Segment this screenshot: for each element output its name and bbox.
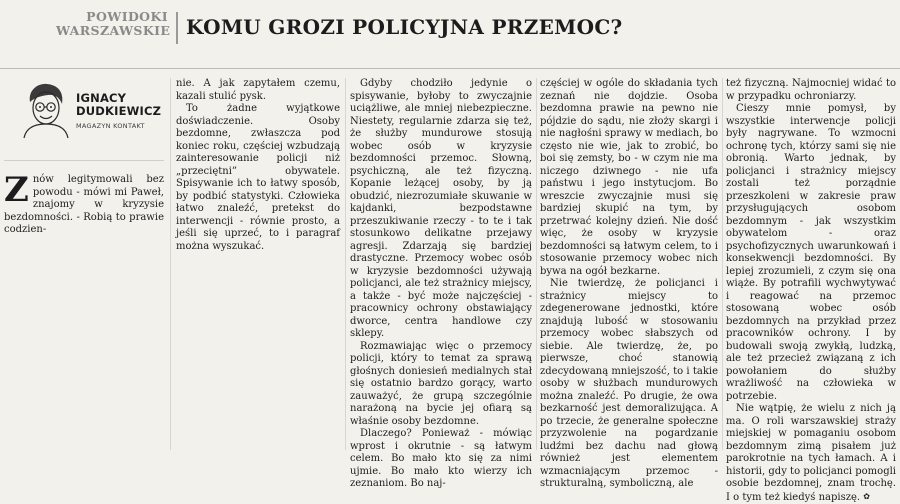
paragraph: To żadne wyjątkowe doświadczenie. Osoby bezdomne, zwłaszcza pod koniec roku, częściej wzbudzają zainteresowanie policji niż „przeciętni” obywatele. Spisywanie ich to łatwy sposób, by podbić statystyki. Człowieka łatwo znaleźć, pretekst do interwencji - równie prosto, a jeśli się uprzeć, to i paragraf można wyszukać. bbox=[176, 103, 340, 252]
author-last-name: DUDKIEWICZ bbox=[76, 104, 162, 118]
article-column-5 bbox=[726, 78, 896, 503]
column-gutter bbox=[722, 78, 723, 450]
author-box bbox=[0, 78, 168, 162]
end-of-article-icon: ✿ bbox=[863, 491, 870, 501]
closing-text: Nie wątpię, że wielu z nich ją ma. O roli warszawskiej straży miejskiej w pomaganiu osobom bezdomnym zimą pisałem już parokrotnie na tych łamach. A i historii, gdy to policjanci pomogli osobie bezdomnej, znam trochę. I o tym też kiedyś napiszę. bbox=[726, 403, 896, 503]
lead-text: nów legitymowali bez powodu - mówi mi Paweł, znajomy w kryzysie bezdomności. - Robią to prawie codzien- bbox=[4, 174, 164, 235]
section-label bbox=[56, 9, 171, 38]
author-portrait-icon bbox=[20, 80, 70, 138]
column-gutter bbox=[170, 78, 171, 450]
paragraph: Nie twierdzę, że policjanci i strażnicy miejscy to zdegenerowane jednostki, które znajdują lubość w stosowaniu przemocy wobec słabszych od siebie. Ale twierdzę, że, po pierwsze, choć stanowią zdecydowaną mniejszość, to i takie osoby w służbach mundurowych można znaleźć. Po drugie, że owa bezkarność jest demoralizująca. A po trzecie, że generalne społeczne przyzwolenie na pogardzanie ludźmi bez dachu nad głową również jest elementem wzmacniającym przemoc - strukturalną, symboliczną, ale bbox=[540, 278, 718, 489]
author-first-name: IGNACY bbox=[76, 91, 127, 105]
top-rule bbox=[0, 68, 900, 69]
paragraph: nie. A jak zapytałem czemu, kazali stulić pysk. bbox=[176, 78, 340, 102]
section-label-line1: POWIDOKI bbox=[86, 9, 168, 24]
article-column-4 bbox=[540, 78, 718, 489]
paragraph: Gdyby chodziło jedynie o spisywanie, byłoby to zwyczajnie uciążliwe, ale mniej niebezpieczne. Niestety, regularnie zdarza się też, że służby mundurowe stosują wobec osób w kryzysie bezdomności przemoc. Słowną, psychiczną, ale też fizyczną. Kopanie leżącej osoby, by ją obudzić, niezrozumiałe skuwanie w kajdanki, bezpodstawne przeszukiwanie rzeczy - to te i tak stosunkowo delikatne przejawy agresji. Zdarzają się bardziej drastyczne. Przemocy wobec osób w kryzysie bezdomności używają policjanci, ale też strażnicy miejscy, a także - być może najczęściej - pracownicy ochrony obstawiający dworce, centra handlowe czy sklepy. bbox=[350, 78, 532, 339]
column-gutter bbox=[536, 78, 537, 450]
paragraph: Cieszy mnie pomysł, by wszystkie interwencje policji były nagrywane. To wzmocni ochronę tych, którzy sami się nie obronią. Warto jednak, by policjanci i strażnicy miejscy zostali też porządnie przeszkoleni w zakresie praw przysługujących osobom bezdomnym - jak wszystkim obywatelom - oraz psychofizycznych uwarunkowań i konsekwencji bezdomności. By lepiej zrozumieli, z czym się ona wiąże. By potrafili wychwytywać i reagować na przemoc stosowaną wobec osób bezdomnych na przykład przez pracowników ochrony. I by budowali swoją zwykłą, ludzką, ale też przecież związaną z ich powołaniem do służby wrażliwość na człowieka w potrzebie. bbox=[726, 103, 896, 402]
author-name bbox=[76, 92, 161, 118]
paragraph: częściej w ogóle do składania tych zeznań nie dojdzie. Osoba bezdomna prawie na pewno nie pójdzie do sądu, nie złoży skargi i nie nagłośni sprawy w mediach, bo często nie wie, jak to zrobić, bo boi się zemsty, bo - w czym nie ma niczego dziwnego - nie ufa państwu i jego instytucjom. Bo wreszcie zwyczajnie musi się bardziej skupić na tym, by przetrwać kolejny dzień. Nie dość więc, że osoby w kryzysie bezdomności są łatwym celem, to i stosowanie przemocy wobec nich bywa na ogół bezkarne. bbox=[540, 78, 718, 277]
column-gutter bbox=[345, 78, 346, 450]
lead-paragraph bbox=[4, 170, 164, 237]
drop-cap: Z bbox=[4, 170, 29, 210]
paragraph: Dlaczego? Ponieważ - mówiąc wprost i okrutnie - są łatwym celem. Bo mało kto się za nimi ujmie. Bo mało kto wierzy ich zeznaniom. Bo naj- bbox=[350, 428, 532, 489]
masthead-divider bbox=[176, 12, 178, 44]
article-column-3 bbox=[350, 78, 532, 489]
paragraph bbox=[726, 403, 896, 504]
article-column-2 bbox=[176, 78, 340, 450]
paragraph: Rozmawiając więc o przemocy policji, który to temat za sprawą głośnych doniesień medialnych stał się ostatnio bardzo gorący, warto zauważyć, że grupą szczególnie narażoną na bycie jej ofiarą są właśnie osoby bezdomne. bbox=[350, 340, 532, 427]
section-label-line2: WARSZAWSKIE bbox=[56, 23, 171, 38]
article-column-1 bbox=[4, 170, 164, 235]
author-organization: MAGAZYN KONTAKT bbox=[76, 122, 145, 130]
paragraph: też fizyczną. Najmocniej widać to w przypadku ochroniarzy. bbox=[726, 78, 896, 102]
article-headline: KOMU GROZI POLICYJNA PRZEMOC? bbox=[186, 15, 623, 39]
author-box-rule bbox=[4, 160, 164, 161]
